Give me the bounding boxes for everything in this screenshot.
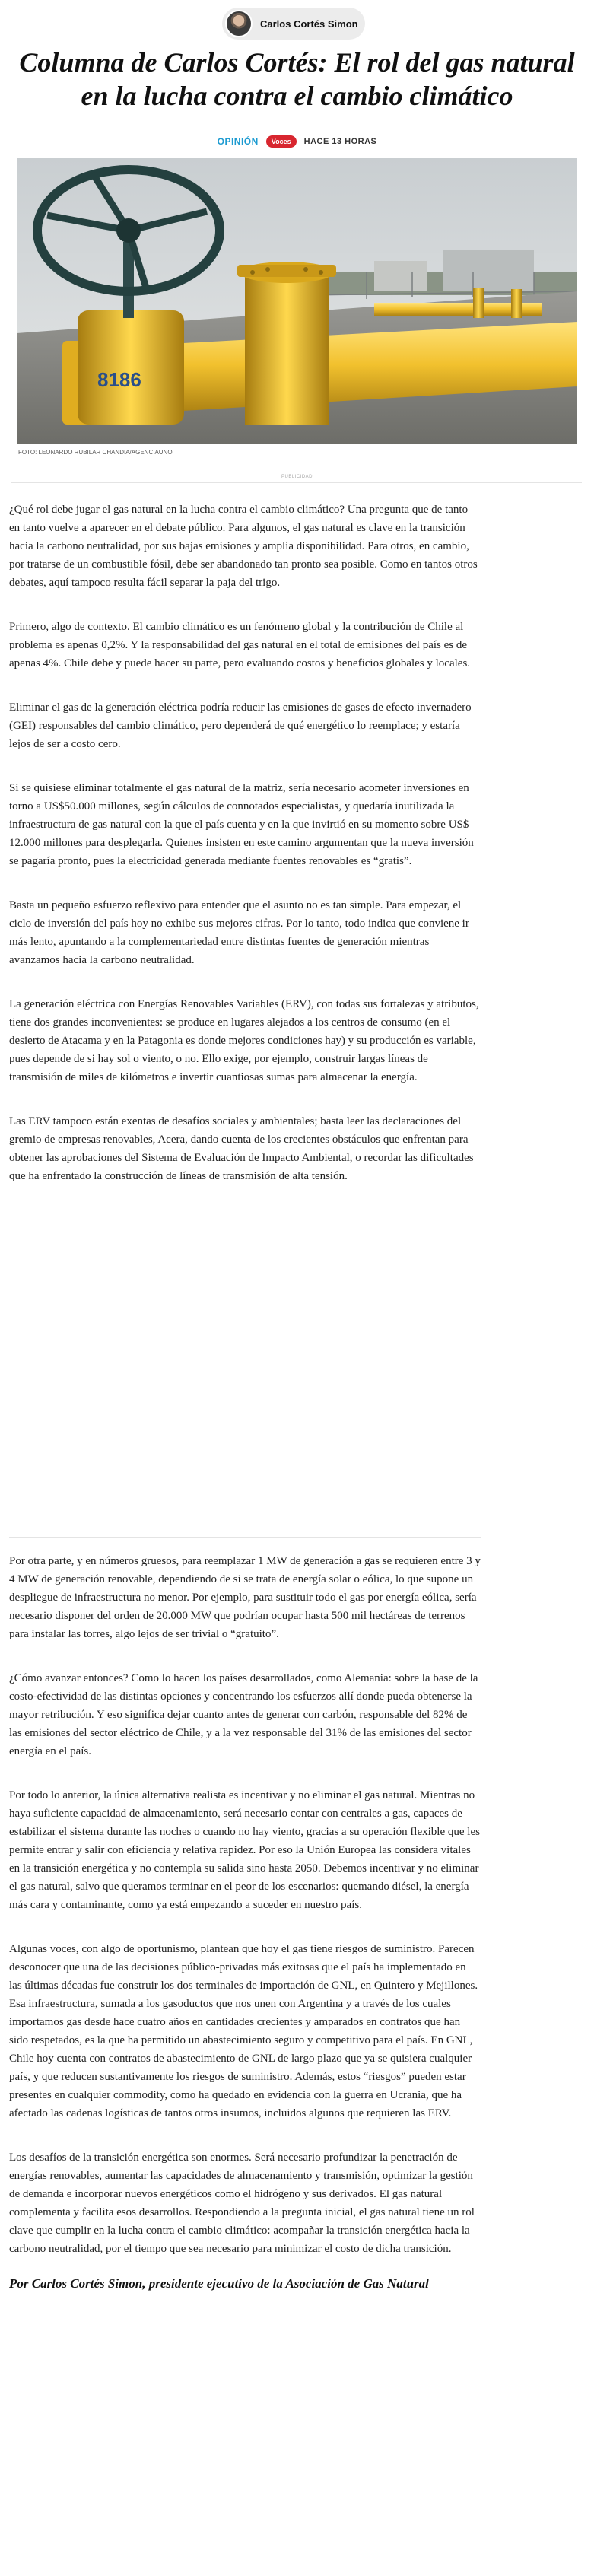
pipe-marking: 8186 (97, 368, 141, 391)
author-byline: Por Carlos Cortés Simon, presidente ejecutivo de la Asociación de Gas Natural (9, 2276, 429, 2291)
paragraph: Los desafíos de la transición energética son enormes. Será necesario profundizar la penetración de energías renovables, aumentar las capacidades de almacenamiento y transmisión, optimizar la gestión de demanda e incorporar nuevos energéticos como el hidrógeno y sus derivados. El gas natural complementa y facilita esos desarrollos. Respondiendo a la pregunta inicial, el gas natural tiene un rol clave que cumplir en la lucha contra el cambio climático: acompañar la transición energética hacia la carbono neutralidad, por el tiempo que sea necesario para minimizar el costo de dicha transición. (9, 2151, 475, 2255)
paragraph: Basta un pequeño esfuerzo reflexivo para entender que el asunto no es tan simple. Para empezar, el ciclo de inversión del país hoy no exhibe sus mejores cifras. Por lo tanto, todo indica que conviene ir más lento, apuntando a la complementariedad entre distintas fuentes de generación mientras avanzamos hacia la carbono neutralidad. (9, 899, 469, 966)
section-badge[interactable]: Voces (266, 135, 297, 148)
author-chip[interactable] (222, 8, 365, 40)
divider (9, 1537, 481, 1538)
ad-label: PUBLICIDAD (281, 475, 313, 479)
paragraph: Por todo lo anterior, la única alternativa realista es incentivar y no eliminar el gas natural. Mientras no haya suficiente capacidad de almacenamiento, será necesario contar con centrales a gas, capaces de estabilizar el sistema durante las noches o cuando no hay viento, gracias a su operación flexible que les permite entrar y salir con eficiencia y relativa rapidez. Por eso la Unión Europea las considera vitales en la transición energética y no contempla su salida sino hasta 2050. Debemos incentivar y no eliminar el gas natural, salvo que queramos terminar en el peor de los escenarios: quemando diésel, la energía más cara y contaminante, como ya está empezando a suceder en nuestro país. (9, 1789, 480, 1911)
paragraph: ¿Cómo avanzar entonces? Como lo hacen los países desarrollados, como Alemania: sobre la base de la costo-efectividad de las distintas opciones y concentrando los esfuerzos allí donde pueda obtenerse la mayor retribución. Y eso significa dejar cuanto antes de generar con carbón, responsable del 82% de las emisiones del sector eléctrico de Chile, y a la vez responsable del 31% de las emisiones del sector energía en el país. (9, 1672, 478, 1757)
paragraph: La generación eléctrica con Energías Renovables Variables (ERV), con todas sus fortalezas y atributos, tiene dos grandes inconvenientes: se produce en lugares alejados a los centros de consumo (en el desierto de Atacama y en la Patagonia es donde mejores condiciones hay) y su producción es variable, pues depende de si hay sol o viento, o no. Ello exige, por ejemplo, construir largas líneas de transmisión de miles de kilómetros e invertir cuantiosas sumas para almacenar la energía. (9, 998, 479, 1083)
author-avatar[interactable] (225, 10, 253, 37)
photo-credit: FOTO: LEONARDO RUBILAR CHANDIA/AGENCIAUNO (18, 449, 173, 456)
hero-photo (17, 158, 577, 444)
article-meta (0, 135, 594, 148)
divider (11, 482, 582, 483)
publish-time: HACE 13 HORAS (303, 137, 377, 146)
article-headline: Columna de Carlos Cortés: El rol del gas natural en la lucha contra el cambio climático (19, 47, 575, 111)
paragraph: Las ERV tampoco están exentas de desafíos sociales y ambientales; basta leer las declaraciones del gremio de empresas renovables, Acera, dando cuenta de los crecientes obstáculos que enfrentan para obtener las aprobaciones del Sistema de Evaluación de Impacto Ambiental, o recordar las dificultades que ha enfrentado la construcción de líneas de transmisión de alta tensión. (9, 1115, 474, 1182)
paragraph: Primero, algo de contexto. El cambio climático es un fenómeno global y la contribución de Chile al problema es apenas 0,2%. Y la responsabilidad del gas natural en el total de emisiones del país es de apenas 4%. Chile debe y puede hacer su parte, pero evaluando costos y beneficios globales y locales. (9, 621, 471, 669)
article-body-part-2 (9, 1552, 481, 2293)
article-body-part-1 (9, 501, 481, 1185)
paragraph: Algunas voces, con algo de oportunismo, plantean que hoy el gas tiene riesgos de suministro. Parecen desconocer que una de las decisiones público-privadas más exitosas que el país ha implementado en las últimas décadas fue construir los dos terminales de importación de GNL, en Quintero y Mejillones. Esa infraestructura, sumada a los gasoductos que nos unen con Argentina y a través de los cuales importamos gas desde hace cuatro años en cantidades crecientes y amparados en contratos que han sido respetados, es la que ha permitido un abastecimiento seguro y competitivo para el país. En GNL, Chile hoy cuenta con contratos de abastecimiento de GNL de largo plazo que ya se quisiera cualquier país, y que reducen sustantivamente los riesgos de suministro. Además, estos “riesgos” pueden estar presentes en cualquier commodity, como ha quedado en evidencia con la guerra en Ucrania, que ha afectado las cadenas logísticas de tantos otros insumos, incluidos algunos que requieren las ERV. (9, 1943, 478, 2120)
paragraph: Eliminar el gas de la generación eléctrica podría reducir las emisiones de gases de efecto invernadero (GEI) responsables del cambio climático, pero dependerá de qué energético lo reemplace; y estaría lejos de ser a costo cero. (9, 701, 472, 750)
gas-valve-illustration (17, 158, 577, 444)
paragraph: Por otra parte, y en números gruesos, para reemplazar 1 MW de generación a gas se requieren entre 3 y 4 MW de generación renovable, dependiendo de si se trata de energía solar o eólica, lo que supone un despliegue de infraestructura no menor. Por ejemplo, para sustituir todo el gas por energía eólica, sería necesario disponer del orden de 20.000 MW que podrían ocupar hasta 500 mil hectáreas de terrenos para instalar las torres, algo lejos de ser trivial o “gratuito”. (9, 1555, 481, 1640)
paragraph: Si se quisiese eliminar totalmente el gas natural de la matriz, sería necesario acometer inversiones en torno a US$50.000 millones, según cálculos de connotados especialistas, y quedaría inutilizada la infraestructura de gas natural con la que el país cuenta y en la que invirtió en su momento sobre US$ 12.000 millones para desplegarla. Quienes insisten en este camino argumentan que la nueva inversión se pagaría pronto, pues la electricidad generada mediante fuentes renovables es “gratis”. (9, 782, 474, 867)
paragraph: ¿Qué rol debe jugar el gas natural en la lucha contra el cambio climático? Una pregunta que de tanto en tanto vuelve a aparecer en el debate público. Para algunos, el gas natural es clave en la transición hacia la carbono neutralidad, por sus bajas emisiones y amplia disponibilidad. Para otros, en cambio, por tratarse de un combustible fósil, debe ser abandonado tan pronto sea posible. Como en tantos otros debates, aquí tampoco resulta fácil separar la paja del trigo. (9, 504, 478, 589)
category-link[interactable]: OPINIÓN (217, 136, 259, 147)
author-name[interactable]: Carlos Cortés Simon (260, 17, 358, 30)
